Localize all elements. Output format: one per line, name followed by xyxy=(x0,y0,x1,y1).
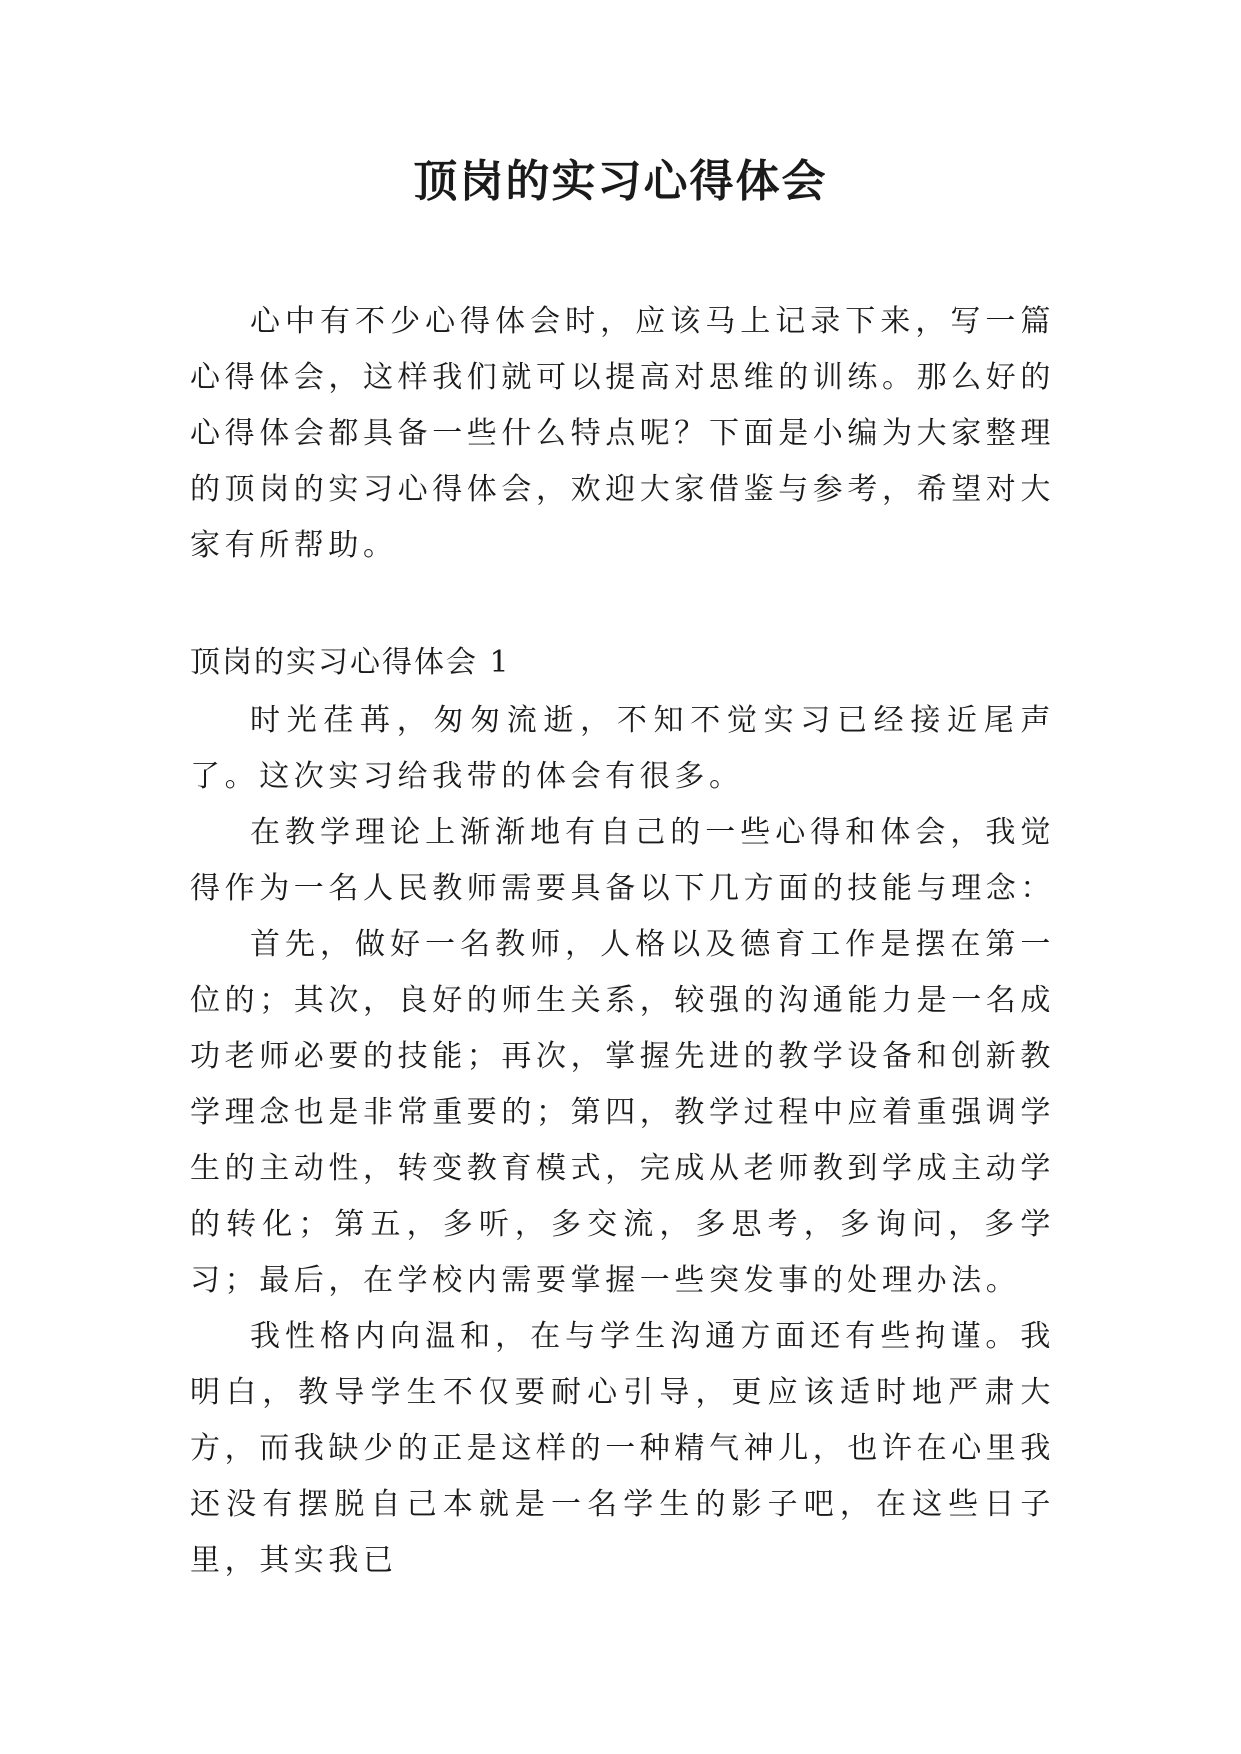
body-paragraph-2: 在教学理论上渐渐地有自己的一些心得和体会，我觉得作为一名人民教师需要具备以下几方面的技能与理念： xyxy=(190,815,1055,906)
intro-section xyxy=(190,294,1055,574)
body-paragraph-4: 我性格内向温和，在与学生沟通方面还有些拘谨。我明白，教导学生不仅要耐心引导，更应该适时地严肃大方，而我缺少的正是这样的一种精气神儿，也许在心里我还没有摆脱自己本就是一名学生的影子吧，在这些日子里，其实我已 xyxy=(190,1319,1055,1578)
body-paragraph-3: 首先，做好一名教师，人格以及德育工作是摆在第一位的；其次，良好的师生关系，较强的沟通能力是一名成功老师必要的技能；再次，掌握先进的教学设备和创新教学理念也是非常重要的；第四，教学过程中应着重强调学生的主动性，转变教育模式，完成从老师教到学成主动学的转化；第五，多听，多交流，多思考，多询问，多学习；最后，在学校内需要掌握一些突发事的处理办法。 xyxy=(190,927,1055,1298)
document-title: 顶岗的实习心得体会 xyxy=(413,156,828,207)
intro-paragraph: 心中有不少心得体会时，应该马上记录下来，写一篇心得体会，这样我们就可以提高对思维的训练。那么好的心得体会都具备一些什么特点呢？下面是小编为大家整理的顶岗的实习心得体会，欢迎大家借鉴与参考，希望对大家有所帮助。 xyxy=(190,304,1055,563)
body-paragraph-1: 时光荏苒，匆匆流逝，不知不觉实习已经接近尾声了。这次实习给我带的体会有很多。 xyxy=(190,703,1055,794)
section-body xyxy=(190,693,1055,1589)
section-heading: 顶岗的实习心得体会 1 xyxy=(190,645,511,680)
